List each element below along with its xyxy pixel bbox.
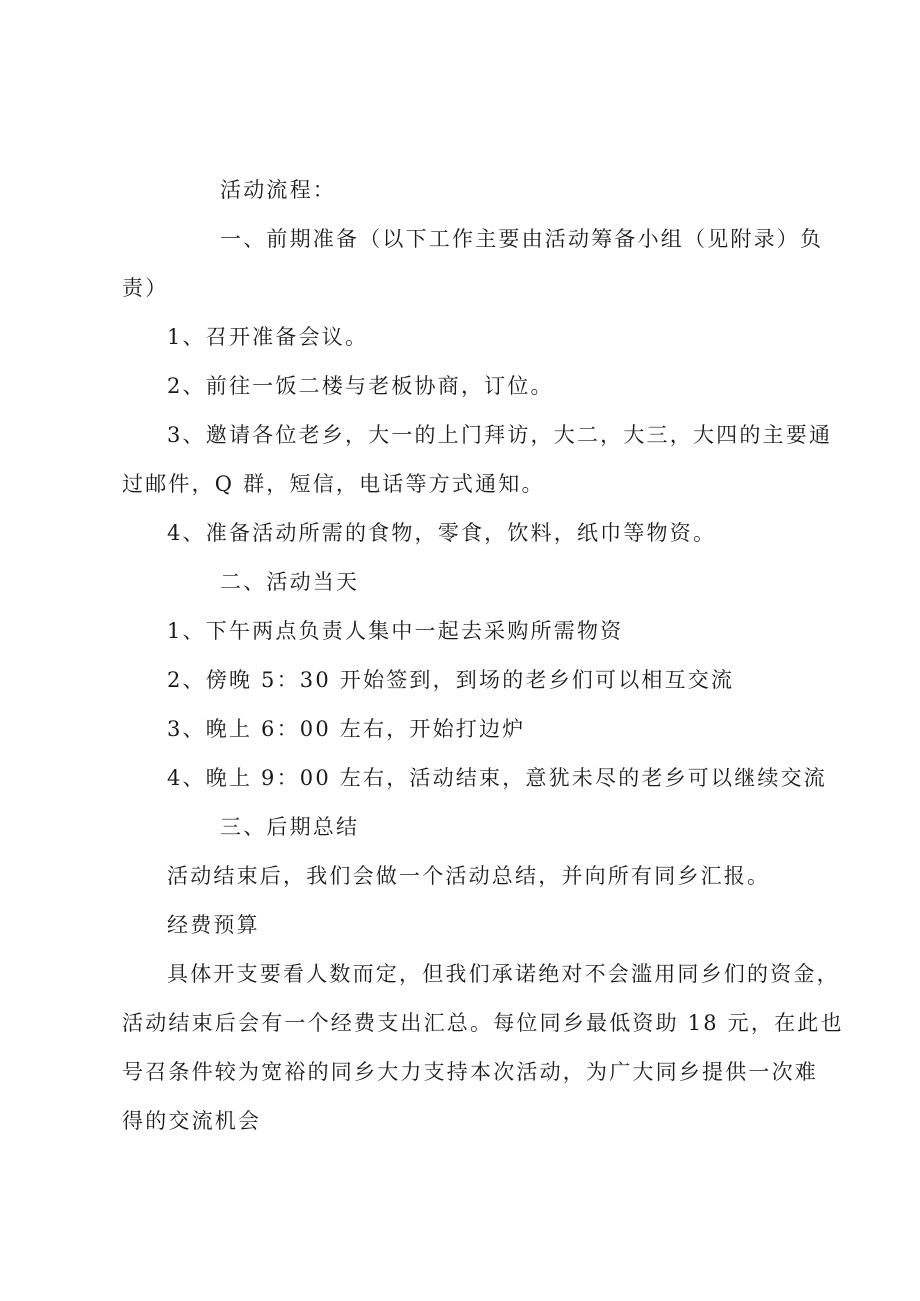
list-item: 3、晚上 6：00 左右，开始打边炉 [167, 717, 526, 741]
list-item: 4、晚上 9：00 左右，活动结束，意犹未尽的老乡可以继续交流 [167, 766, 827, 790]
list-item-continued: 过邮件，Q 群，短信，电话等方式通知。 [122, 472, 545, 496]
paragraph-line: 号召条件较为宽裕的同乡大力支持本次活动，为广大同乡提供一次难 [122, 1060, 818, 1084]
heading-activity-process: 活动流程： [220, 178, 336, 202]
list-item: 4、准备活动所需的食物，零食，饮料，纸巾等物资。 [167, 521, 717, 545]
section-title-continued: 责） [122, 276, 169, 300]
list-item: 2、前往一饭二楼与老板协商，订位。 [167, 374, 554, 398]
section-title: 经费预算 [167, 913, 260, 937]
paragraph-line: 得的交流机会 [122, 1109, 262, 1133]
document-body [122, 166, 844, 1146]
list-item: 1、下午两点负责人集中一起去采购所需物资 [167, 619, 624, 643]
list-item: 3、邀请各位老乡，大一的上门拜访，大二，大三，大四的主要通 [167, 423, 833, 447]
paragraph-line: 活动结束后会有一个经费支出汇总。每位同乡最低资助 18 元，在此也 [122, 1011, 844, 1035]
section-summary [122, 803, 822, 901]
section-event-day [122, 558, 827, 803]
paragraph-line: 具体开支要看人数而定，但我们承诺绝对不会滥用同乡们的资金， [167, 962, 840, 986]
list-item: 1、召开准备会议。 [167, 325, 369, 349]
paragraph: 活动结束后，我们会做一个活动总结，并向所有同乡汇报。 [167, 864, 771, 888]
section-preparation [122, 215, 833, 558]
section-title: 一、前期准备（以下工作主要由活动筹备小组（见附录）负 [220, 227, 824, 251]
list-item: 2、傍晚 5：30 开始签到，到场的老乡们可以相互交流 [167, 668, 735, 692]
section-budget [122, 901, 844, 1146]
section-title: 二、活动当天 [220, 570, 360, 594]
section-title: 三、后期总结 [220, 815, 360, 839]
